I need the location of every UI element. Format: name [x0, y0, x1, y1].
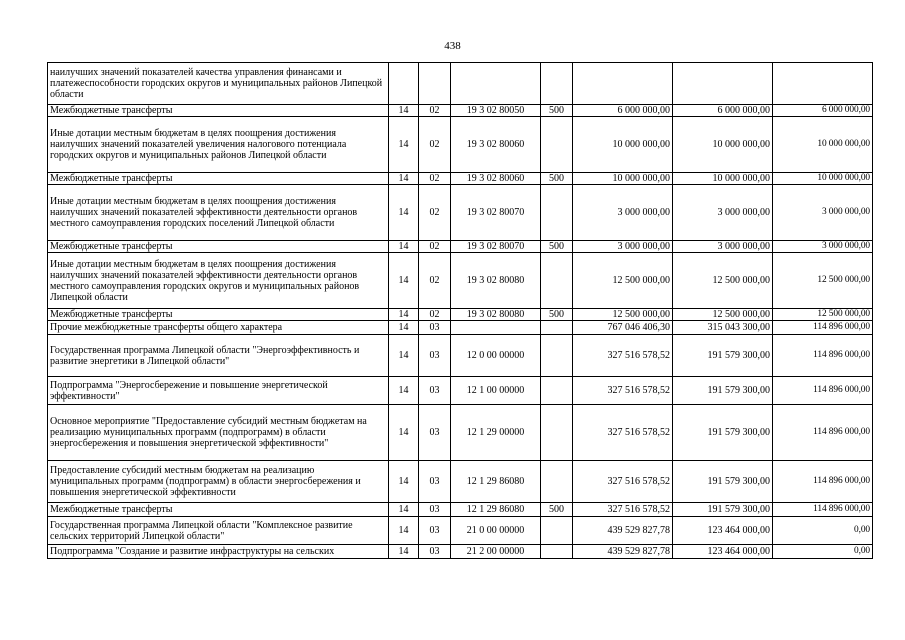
table-row: [48, 321, 873, 335]
cell-section: 14: [389, 173, 419, 185]
table-row: [48, 63, 873, 105]
budget-table: [47, 62, 873, 559]
cell-amount-2: 12 500 000,00: [673, 253, 773, 309]
cell-amount-3: 3 000 000,00: [773, 241, 873, 253]
cell-expense-type: 500: [541, 173, 573, 185]
table-row: [48, 173, 873, 185]
cell-section: 14: [389, 517, 419, 545]
cell-subsection: 03: [419, 335, 451, 377]
cell-section: 14: [389, 185, 419, 241]
cell-amount-3: 12 500 000,00: [773, 253, 873, 309]
cell-amount-3: 0,00: [773, 545, 873, 559]
cell-target-code: 19 3 02 80070: [451, 241, 541, 253]
cell-amount-3: 10 000 000,00: [773, 173, 873, 185]
cell-target-code: 12 0 00 00000: [451, 335, 541, 377]
cell-amount-2: 191 579 300,00: [673, 377, 773, 405]
cell-target-code: 19 3 02 80060: [451, 117, 541, 173]
cell-section: 14: [389, 461, 419, 503]
cell-amount-1: 767 046 406,30: [573, 321, 673, 335]
cell-amount-2: 10 000 000,00: [673, 173, 773, 185]
cell-target-code: 19 3 02 80050: [451, 105, 541, 117]
cell-name: Подпрограмма "Создание и развитие инфраструктуры на сельских: [48, 545, 389, 559]
cell-name: Государственная программа Липецкой области "Энергоэффективность и развитие энергетики в Липецкой области": [48, 335, 389, 377]
cell-amount-1: 327 516 578,52: [573, 461, 673, 503]
cell-amount-2: 3 000 000,00: [673, 185, 773, 241]
cell-subsection: 03: [419, 517, 451, 545]
table-body: [48, 63, 873, 559]
cell-amount-2: 12 500 000,00: [673, 309, 773, 321]
table-row: [48, 377, 873, 405]
cell-amount-3: 6 000 000,00: [773, 105, 873, 117]
cell-expense-type: 500: [541, 503, 573, 517]
cell-section: 14: [389, 241, 419, 253]
cell-section: 14: [389, 335, 419, 377]
cell-expense-type: [541, 335, 573, 377]
cell-expense-type: [541, 63, 573, 105]
cell-amount-2: 191 579 300,00: [673, 503, 773, 517]
cell-amount-2: 3 000 000,00: [673, 241, 773, 253]
cell-amount-2: 10 000 000,00: [673, 117, 773, 173]
cell-subsection: 02: [419, 241, 451, 253]
cell-amount-3: 10 000 000,00: [773, 117, 873, 173]
cell-subsection: 02: [419, 117, 451, 173]
cell-section: 14: [389, 545, 419, 559]
cell-amount-2: 191 579 300,00: [673, 461, 773, 503]
cell-name: наилучших значений показателей качества управления финансами и платежеспособности городских округов и муниципальных районов Липецкой области: [48, 63, 389, 105]
cell-amount-2: 191 579 300,00: [673, 405, 773, 461]
table-row: [48, 517, 873, 545]
table-row: [48, 105, 873, 117]
cell-subsection: 02: [419, 185, 451, 241]
cell-name: Межбюджетные трансферты: [48, 241, 389, 253]
cell-amount-1: 327 516 578,52: [573, 335, 673, 377]
cell-name: Межбюджетные трансферты: [48, 105, 389, 117]
cell-name: Иные дотации местным бюджетам в целях поощрения достижения наилучших значений показателей увеличения налогового потенциала городских округов и муниципальных районов Липецкой области: [48, 117, 389, 173]
cell-amount-3: 12 500 000,00: [773, 309, 873, 321]
cell-target-code: 21 0 00 00000: [451, 517, 541, 545]
cell-amount-1: 327 516 578,52: [573, 503, 673, 517]
cell-amount-3: 114 896 000,00: [773, 335, 873, 377]
cell-section: 14: [389, 503, 419, 517]
cell-expense-type: [541, 545, 573, 559]
cell-amount-1: 10 000 000,00: [573, 173, 673, 185]
table-row: [48, 405, 873, 461]
cell-amount-3: 114 896 000,00: [773, 461, 873, 503]
cell-amount-2: 123 464 000,00: [673, 517, 773, 545]
cell-expense-type: 500: [541, 241, 573, 253]
cell-expense-type: [541, 185, 573, 241]
cell-amount-3: 114 896 000,00: [773, 321, 873, 335]
cell-subsection: 03: [419, 321, 451, 335]
cell-target-code: 12 1 00 00000: [451, 377, 541, 405]
cell-subsection: 03: [419, 503, 451, 517]
cell-amount-3: 114 896 000,00: [773, 377, 873, 405]
cell-expense-type: 500: [541, 309, 573, 321]
cell-amount-1: 10 000 000,00: [573, 117, 673, 173]
cell-name: Прочие межбюджетные трансферты общего характера: [48, 321, 389, 335]
cell-target-code: 12 1 29 00000: [451, 405, 541, 461]
cell-target-code: 19 3 02 80080: [451, 309, 541, 321]
cell-subsection: 02: [419, 309, 451, 321]
cell-subsection: [419, 63, 451, 105]
cell-target-code: [451, 63, 541, 105]
cell-amount-3: 114 896 000,00: [773, 405, 873, 461]
cell-expense-type: [541, 377, 573, 405]
cell-amount-1: 3 000 000,00: [573, 241, 673, 253]
cell-amount-1: [573, 63, 673, 105]
cell-section: 14: [389, 105, 419, 117]
cell-section: 14: [389, 377, 419, 405]
cell-section: 14: [389, 321, 419, 335]
cell-amount-1: 6 000 000,00: [573, 105, 673, 117]
table-row: [48, 309, 873, 321]
page-number: 438: [444, 40, 461, 52]
cell-name: Государственная программа Липецкой области "Комплексное развитие сельских территорий Липецкой области": [48, 517, 389, 545]
table-row: [48, 503, 873, 517]
cell-amount-1: 439 529 827,78: [573, 545, 673, 559]
table-row: [48, 117, 873, 173]
cell-subsection: 03: [419, 545, 451, 559]
cell-section: 14: [389, 405, 419, 461]
cell-amount-1: 327 516 578,52: [573, 377, 673, 405]
table-row: [48, 241, 873, 253]
cell-amount-2: 315 043 300,00: [673, 321, 773, 335]
cell-amount-2: [673, 63, 773, 105]
cell-target-code: 21 2 00 00000: [451, 545, 541, 559]
cell-expense-type: [541, 517, 573, 545]
cell-expense-type: [541, 321, 573, 335]
cell-name: Межбюджетные трансферты: [48, 309, 389, 321]
cell-expense-type: [541, 461, 573, 503]
cell-section: 14: [389, 117, 419, 173]
table-row: [48, 185, 873, 241]
cell-amount-3: [773, 63, 873, 105]
cell-subsection: 02: [419, 105, 451, 117]
cell-subsection: 03: [419, 405, 451, 461]
cell-name: Межбюджетные трансферты: [48, 173, 389, 185]
cell-subsection: 03: [419, 461, 451, 503]
cell-subsection: 03: [419, 377, 451, 405]
cell-target-code: [451, 321, 541, 335]
cell-subsection: 02: [419, 173, 451, 185]
cell-amount-1: 3 000 000,00: [573, 185, 673, 241]
cell-section: 14: [389, 309, 419, 321]
cell-section: 14: [389, 253, 419, 309]
cell-name: Предоставление субсидий местным бюджетам на реализацию муниципальных программ (подпрограмм) в области энергосбережения и повышения энергетической эффективности: [48, 461, 389, 503]
cell-amount-3: 3 000 000,00: [773, 185, 873, 241]
cell-amount-2: 123 464 000,00: [673, 545, 773, 559]
table-row: [48, 335, 873, 377]
cell-amount-2: 191 579 300,00: [673, 335, 773, 377]
cell-amount-3: 114 896 000,00: [773, 503, 873, 517]
table-row: [48, 461, 873, 503]
cell-amount-3: 0,00: [773, 517, 873, 545]
cell-name: Межбюджетные трансферты: [48, 503, 389, 517]
cell-amount-1: 327 516 578,52: [573, 405, 673, 461]
cell-subsection: 02: [419, 253, 451, 309]
cell-amount-1: 12 500 000,00: [573, 253, 673, 309]
table-row: [48, 253, 873, 309]
cell-section: [389, 63, 419, 105]
cell-target-code: 19 3 02 80080: [451, 253, 541, 309]
cell-target-code: 19 3 02 80070: [451, 185, 541, 241]
cell-target-code: 19 3 02 80060: [451, 173, 541, 185]
cell-expense-type: 500: [541, 105, 573, 117]
cell-target-code: 12 1 29 86080: [451, 503, 541, 517]
cell-name: Иные дотации местным бюджетам в целях поощрения достижения наилучших значений показателей эффективности деятельности органов местного самоуправления городских поселений Липецкой области: [48, 185, 389, 241]
cell-name: Иные дотации местным бюджетам в целях поощрения достижения наилучших значений показателей эффективности деятельности органов местного самоуправления городских округов и муниципальных районов Липецкой области: [48, 253, 389, 309]
cell-amount-1: 439 529 827,78: [573, 517, 673, 545]
cell-name: Основное мероприятие "Предоставление субсидий местным бюджетам на реализацию муниципальных программ (подпрограмм) в области энергосбережения и повышения энергетической эффективности": [48, 405, 389, 461]
cell-expense-type: [541, 117, 573, 173]
cell-expense-type: [541, 405, 573, 461]
cell-amount-2: 6 000 000,00: [673, 105, 773, 117]
table-row: [48, 545, 873, 559]
cell-target-code: 12 1 29 86080: [451, 461, 541, 503]
cell-amount-1: 12 500 000,00: [573, 309, 673, 321]
cell-name: Подпрограмма "Энергосбережение и повышение энергетической эффективности": [48, 377, 389, 405]
cell-expense-type: [541, 253, 573, 309]
